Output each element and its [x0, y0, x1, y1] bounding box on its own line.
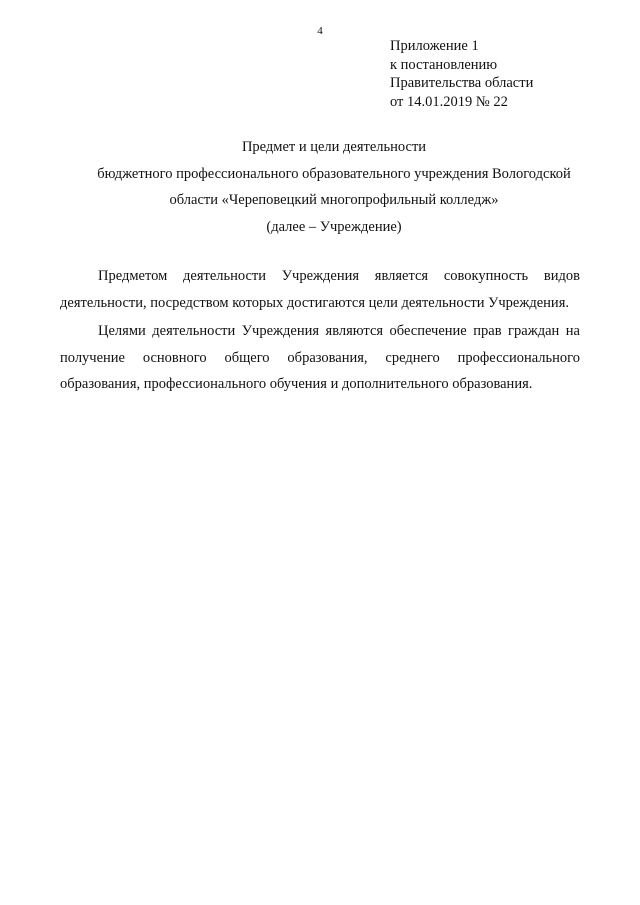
- document-title: [60, 134, 608, 240]
- title-line: Предмет и цели деятельности: [241, 139, 427, 155]
- title-line: (далее – Учреждение): [266, 218, 402, 235]
- body-paragraph: Целями деятельности Учреждения являются обеспечение прав граждан на получение основного общего образования, среднего профессионального образования, профессионального обучения и дополнительного образования.: [60, 323, 580, 392]
- body-paragraph: Предметом деятельности Учреждения является совокупность видов деятельности, посредством которых достигаются цели деятельности Учреждения.: [60, 268, 580, 311]
- page-number: 4: [317, 25, 323, 37]
- appendix-line: Приложение 1: [390, 38, 479, 54]
- appendix-line: Правительства области: [390, 75, 534, 91]
- appendix-line: к постановлению: [390, 56, 498, 73]
- appendix-line: от 14.01.2019 № 22: [390, 93, 508, 110]
- title-line: области «Череповецкий многопрофильный колледж»: [169, 192, 499, 208]
- appendix-header: [390, 37, 533, 111]
- title-line: бюджетного профессионального образовательного учреждения Вологодской: [97, 165, 571, 182]
- document-body: [60, 263, 580, 400]
